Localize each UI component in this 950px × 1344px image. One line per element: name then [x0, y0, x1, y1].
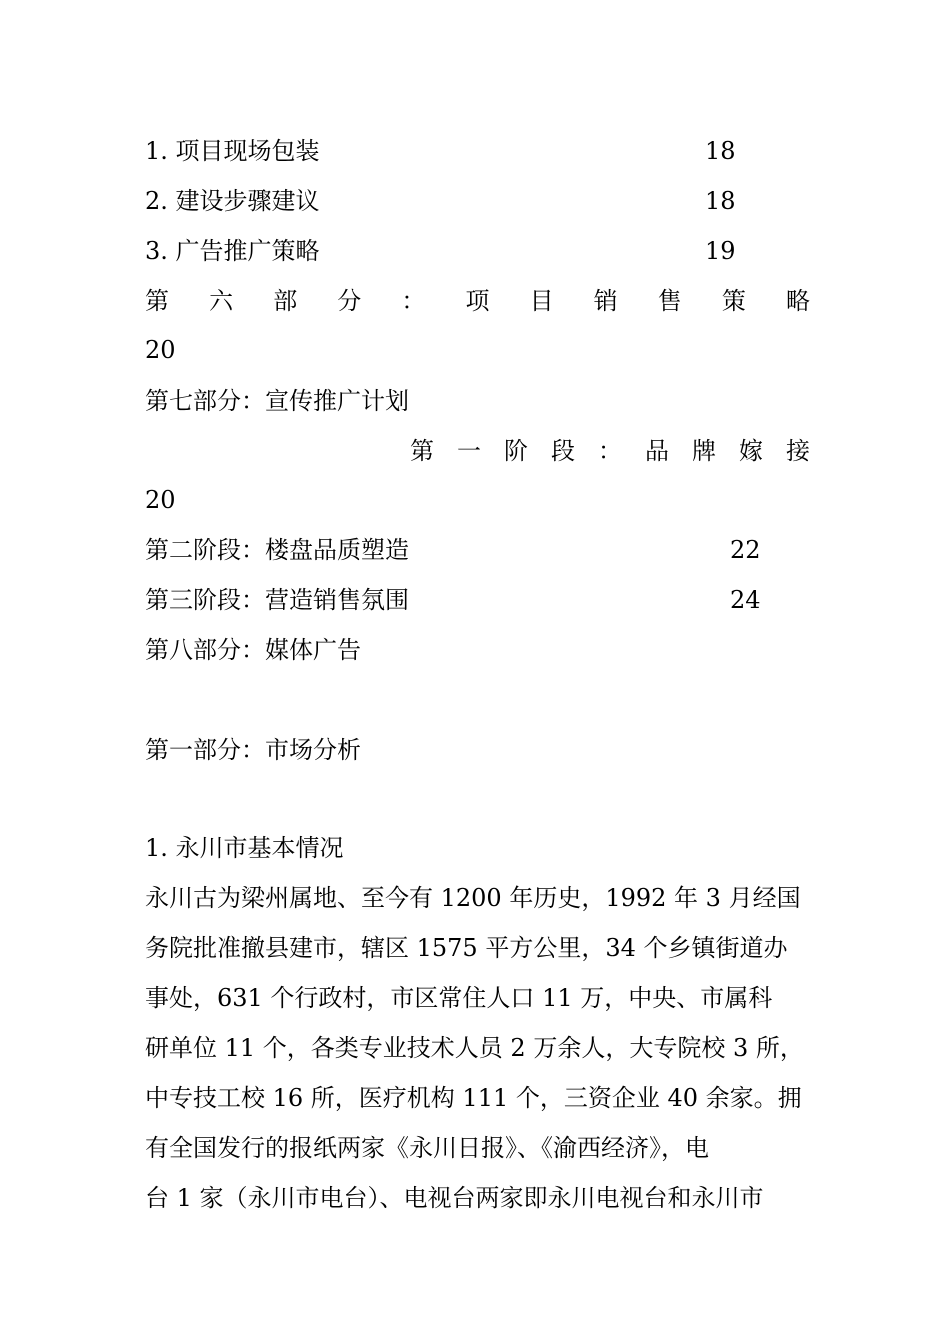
toc-char: 一	[457, 437, 481, 465]
toc-char: 六	[209, 287, 234, 315]
toc-char: 第	[410, 437, 434, 465]
section-heading: 第一部分：市场分析	[145, 736, 361, 764]
toc-char: 部	[273, 287, 298, 315]
toc-char: 分	[337, 287, 362, 315]
body-text-line: 永川古为梁州属地、至今有 1200 年历史，1992 年 3 月经国	[145, 884, 801, 912]
section-subheading: 1. 永川市基本情况	[145, 834, 344, 862]
toc-entry-page: 24	[730, 586, 761, 614]
toc-char: 售	[657, 287, 682, 315]
body-text-line: 事处，631 个行政村，市区常住人口 11 万，中央、市属科	[145, 984, 773, 1012]
toc-entry-label: 第三阶段：营造销售氛围	[145, 586, 409, 614]
toc-char: 目	[529, 287, 554, 315]
toc-entry-label: 第二阶段：楼盘品质塑造	[145, 536, 409, 564]
body-text-line: 务院批准撤县建市，辖区 1575 平方公里，34 个乡镇街道办	[145, 934, 788, 962]
toc-char: 策	[721, 287, 746, 315]
toc-entry-page: 18	[705, 187, 736, 215]
toc-char: 接	[786, 437, 810, 465]
toc-entry[interactable]	[145, 535, 810, 565]
toc-char: ：	[401, 287, 426, 315]
toc-char: 段	[551, 437, 575, 465]
toc-entry-page: 20	[145, 336, 176, 364]
toc-char: ：	[598, 437, 622, 465]
toc-entry-page: 18	[705, 137, 736, 165]
body-text-line: 中专技工校 16 所，医疗机构 111 个，三资企业 40 余家。拥	[145, 1084, 802, 1112]
toc-char: 项	[465, 287, 490, 315]
body-text-line: 台 1 家（永川市电台）、电视台两家即永川电视台和永川市	[145, 1184, 764, 1212]
toc-entry-label: 2. 建设步骤建议	[145, 187, 320, 215]
toc-char: 阶	[504, 437, 528, 465]
toc-entry[interactable]	[145, 236, 810, 266]
toc-entry-label: 1. 项目现场包装	[145, 137, 320, 165]
toc-char: 略	[785, 287, 810, 315]
toc-entry-label: 3. 广告推广策略	[145, 237, 320, 265]
toc-entry[interactable]	[145, 136, 810, 166]
toc-entry[interactable]	[145, 186, 810, 216]
toc-entry[interactable]	[145, 585, 810, 615]
body-text-line: 研单位 11 个，各类专业技术人员 2 万余人，大专院校 3 所，	[145, 1034, 804, 1062]
toc-char: 第	[145, 287, 169, 315]
toc-entry-page: 20	[145, 486, 176, 514]
toc-entry-part8[interactable]: 第八部分：媒体广告	[145, 636, 361, 664]
body-text-line: 有全国发行的报纸两家《永川日报》、《渝西经济》，电	[145, 1134, 709, 1162]
toc-char: 品	[645, 437, 669, 465]
toc-entry-page: 22	[730, 536, 761, 564]
toc-entry-part7[interactable]: 第七部分：宣传推广计划	[145, 387, 409, 415]
toc-char: 嫁	[739, 437, 763, 465]
toc-entry-page: 19	[705, 237, 736, 265]
toc-entry-part6[interactable]	[145, 286, 810, 316]
toc-entry-stage1[interactable]	[145, 436, 810, 466]
toc-char: 牌	[692, 437, 716, 465]
toc-char: 销	[593, 287, 618, 315]
